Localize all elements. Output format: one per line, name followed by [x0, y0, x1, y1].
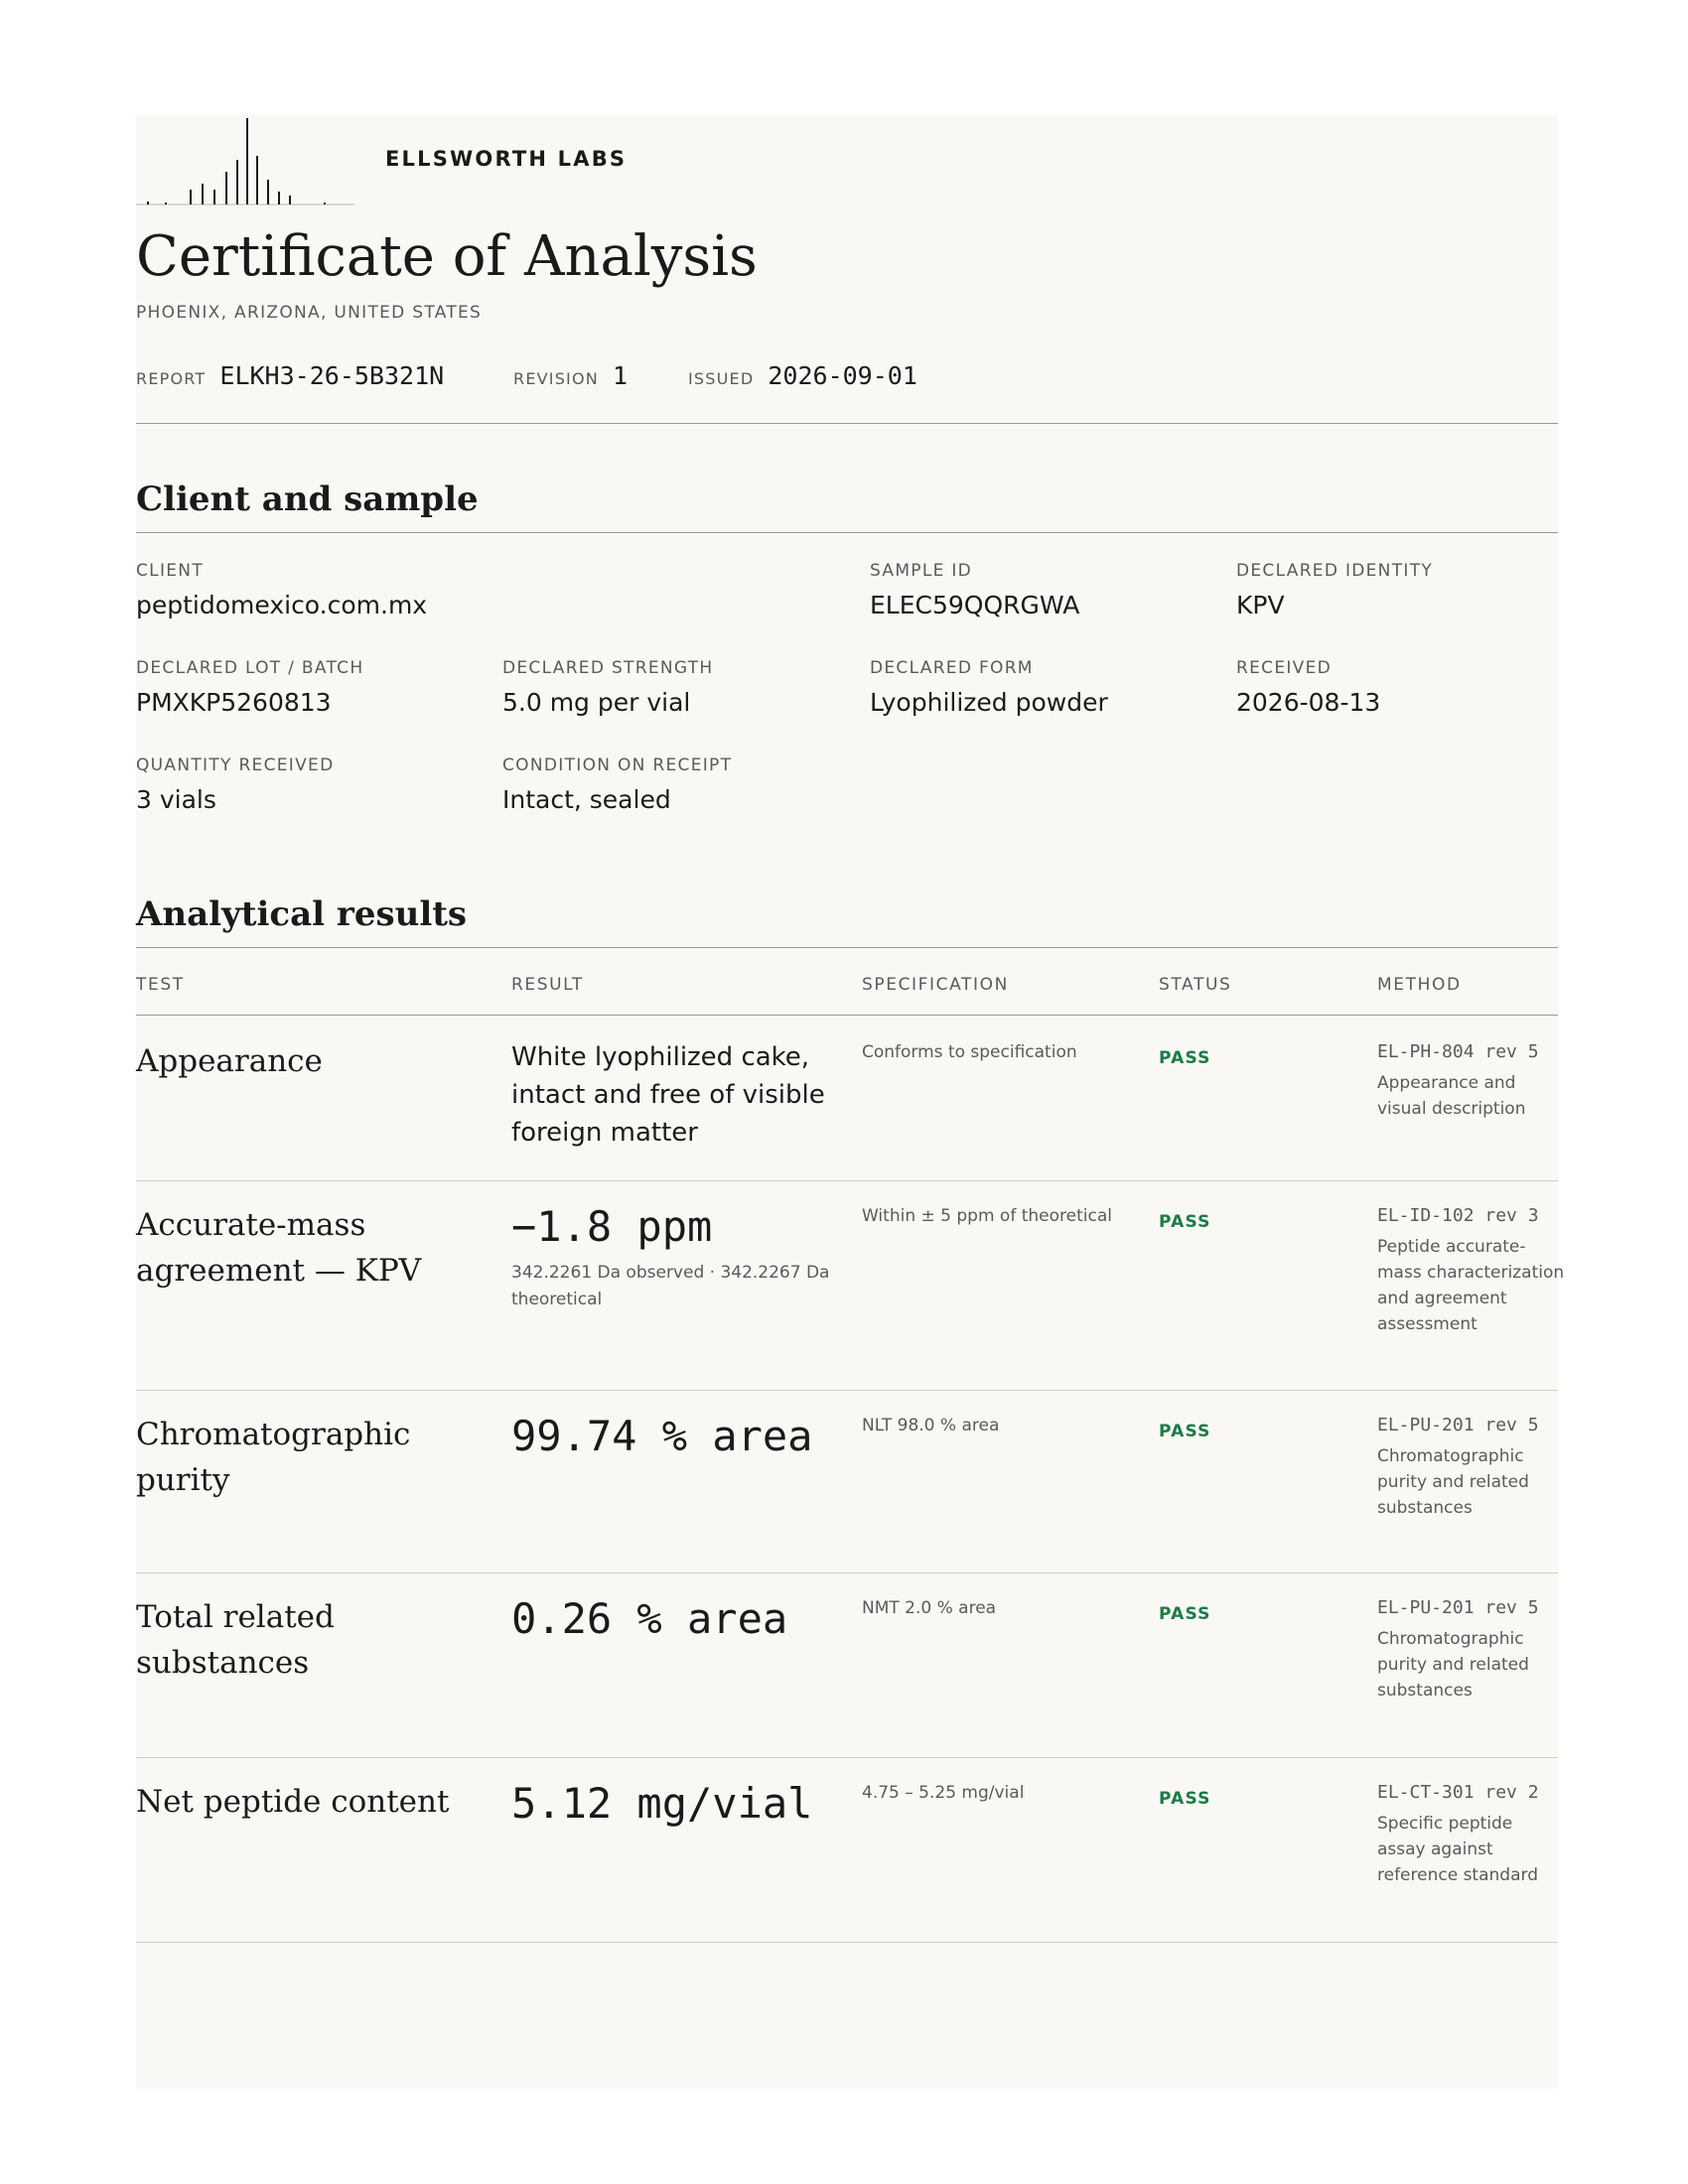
client-section-heading: Client and sample — [136, 479, 479, 519]
result-cell — [511, 1412, 839, 1461]
field-value: peptidomexico.com.mx — [136, 591, 428, 619]
column-header-result: RESULT — [511, 975, 584, 995]
report-label: REPORT — [136, 369, 207, 388]
issued-label: ISSUED — [688, 369, 755, 388]
page-title: Certificate of Analysis — [136, 224, 758, 289]
field-label: DECLARED STRENGTH — [502, 658, 714, 678]
method-code: EL-PU-201 rev 5 — [1377, 1415, 1539, 1435]
row-divider — [136, 1180, 1558, 1181]
field-value: 5.0 mg per vial — [502, 688, 691, 717]
results-section-divider — [136, 947, 1558, 948]
field-declared-strength — [502, 658, 714, 717]
test-name: Total related substances — [136, 1599, 335, 1681]
test-name: Appearance — [136, 1043, 323, 1079]
result-cell — [511, 1779, 839, 1829]
result-detail: 342.2261 Da observed · 342.2267 Da theoretical — [511, 1263, 830, 1309]
field-value: Lyophilized powder — [870, 688, 1108, 717]
revision-meta — [513, 361, 628, 390]
method-cell — [1377, 1779, 1566, 1888]
status-badge: PASS — [1159, 1789, 1211, 1809]
field-label: DECLARED FORM — [870, 658, 1034, 678]
field-sample-id — [870, 561, 1079, 619]
test-name: Chromatographic purity — [136, 1417, 411, 1498]
field-label: DECLARED LOT / BATCH — [136, 658, 364, 678]
method-code: EL-PH-804 rev 5 — [1377, 1041, 1539, 1062]
report-meta — [136, 361, 444, 390]
issued-date: 2026-09-01 — [768, 361, 917, 390]
header-divider — [136, 423, 1558, 424]
certificate-sheet — [136, 115, 1565, 2089]
column-header-method: METHOD — [1377, 975, 1462, 995]
status-badge: PASS — [1159, 1604, 1211, 1624]
field-value: Intact, sealed — [502, 785, 671, 814]
field-label: DECLARED IDENTITY — [1236, 561, 1434, 581]
field-value: ELEC59QQRGWA — [870, 591, 1080, 619]
method-cell — [1377, 1412, 1566, 1521]
lab-name: ELLSWORTH LABS — [385, 147, 628, 171]
row-divider — [136, 1572, 1558, 1573]
result-cell — [511, 1594, 839, 1644]
client-section-divider — [136, 532, 1558, 533]
field-client — [136, 561, 427, 619]
result-value: White lyophilized cake, intact and free of visible foreign matter — [511, 1042, 825, 1148]
method-description: Peptide accurate-mass characterization and agreement assessment — [1377, 1237, 1565, 1334]
field-received — [1236, 658, 1380, 717]
test-name: Accurate-mass agreement — KPV — [136, 1207, 422, 1289]
field-value: PMXKP5260813 — [136, 688, 332, 717]
method-description: Specific peptide assay against reference standard — [1377, 1814, 1538, 1885]
field-declared-form — [870, 658, 1108, 717]
column-header-specification: SPECIFICATION — [862, 975, 1009, 995]
specification: Within ± 5 ppm of theoretical — [862, 1206, 1112, 1226]
result-value: 5.12 mg/vial — [511, 1779, 813, 1828]
method-description: Appearance and visual description — [1377, 1073, 1526, 1119]
test-name: Net peptide content — [136, 1784, 450, 1820]
method-description: Chromatographic purity and related substances — [1377, 1446, 1529, 1518]
status-badge: PASS — [1159, 1212, 1211, 1232]
specification: Conforms to specification — [862, 1042, 1077, 1062]
field-declared-identity — [1236, 561, 1433, 619]
method-code: EL-ID-102 rev 3 — [1377, 1205, 1539, 1226]
field-label: RECEIVED — [1236, 658, 1333, 678]
lab-location: PHOENIX, ARIZONA, UNITED STATES — [136, 303, 483, 323]
column-header-test: TEST — [136, 975, 185, 995]
field-label: QUANTITY RECEIVED — [136, 755, 335, 775]
field-value: KPV — [1236, 591, 1285, 619]
field-value: 3 vials — [136, 785, 216, 814]
field-lot-batch — [136, 658, 363, 717]
row-divider — [136, 1942, 1558, 1943]
results-section-heading: Analytical results — [136, 894, 468, 934]
specification: 4.75 – 5.25 mg/vial — [862, 1783, 1025, 1803]
result-cell — [511, 1038, 839, 1152]
row-divider — [136, 1757, 1558, 1758]
result-value: −1.8 ppm — [511, 1202, 713, 1251]
status-badge: PASS — [1159, 1048, 1211, 1068]
row-divider — [136, 1390, 1558, 1391]
field-label: SAMPLE ID — [870, 561, 973, 581]
specification: NLT 98.0 % area — [862, 1416, 1000, 1435]
field-quantity-received — [136, 755, 334, 814]
method-cell — [1377, 1038, 1566, 1122]
field-value: 2026-08-13 — [1236, 688, 1381, 717]
result-value: 99.74 % area — [511, 1412, 813, 1460]
method-cell — [1377, 1594, 1566, 1704]
table-header-divider — [136, 1015, 1558, 1016]
method-description: Chromatographic purity and related substances — [1377, 1629, 1529, 1701]
field-label: CLIENT — [136, 561, 204, 581]
method-cell — [1377, 1202, 1566, 1337]
specification: NMT 2.0 % area — [862, 1598, 997, 1618]
spectrum-peaks-icon — [136, 118, 354, 205]
revision-number: 1 — [612, 361, 628, 390]
method-code: EL-CT-301 rev 2 — [1377, 1782, 1539, 1803]
column-header-status: STATUS — [1159, 975, 1232, 995]
revision-label: REVISION — [513, 369, 599, 388]
result-cell — [511, 1202, 839, 1313]
field-label: CONDITION ON RECEIPT — [502, 755, 733, 775]
status-badge: PASS — [1159, 1422, 1211, 1441]
result-value: 0.26 % area — [511, 1594, 788, 1643]
issued-meta — [688, 361, 917, 390]
report-number: ELKH3-26-5B321N — [219, 361, 445, 390]
field-condition-on-receipt — [502, 755, 732, 814]
method-code: EL-PU-201 rev 5 — [1377, 1597, 1539, 1618]
